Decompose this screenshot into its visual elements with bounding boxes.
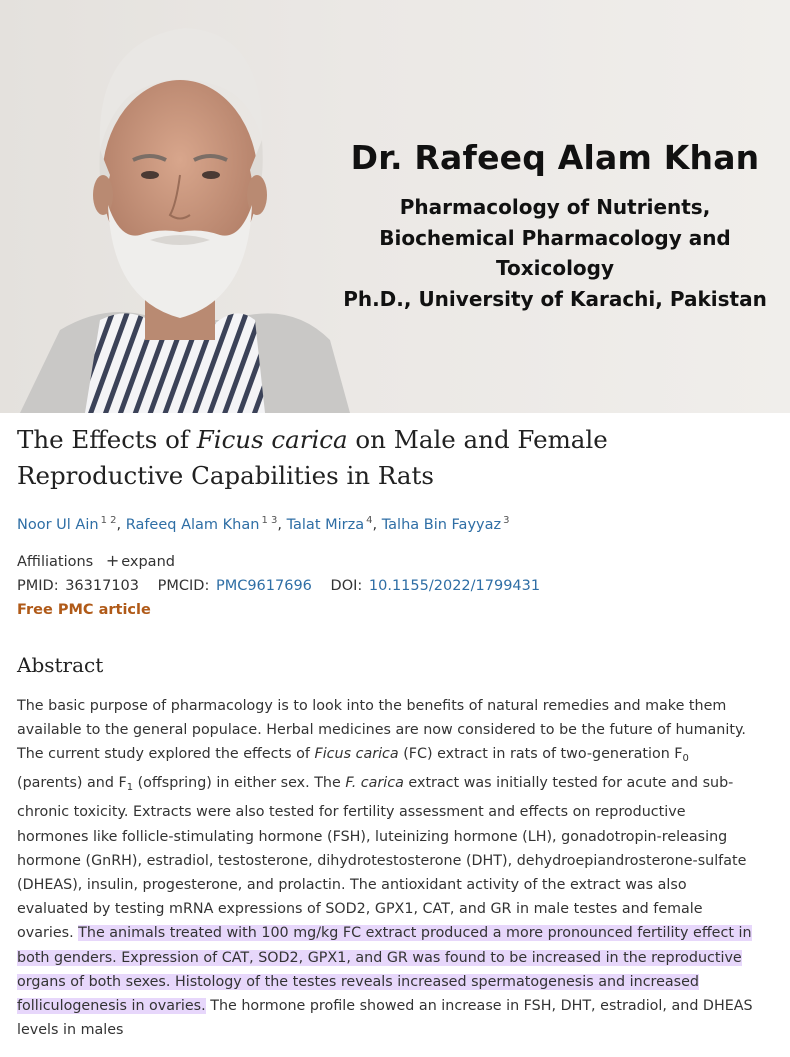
- identifiers-row: [17, 578, 777, 594]
- free-article-badge[interactable]: Free PMC article: [17, 602, 151, 618]
- affiliations-label: Affiliations: [17, 554, 94, 570]
- pmcid-label: PMCID:: [157, 578, 210, 594]
- author-link[interactable]: Talat Mirza: [286, 517, 365, 533]
- specialty-line-3: Toxicology: [495, 256, 615, 280]
- author-list: Noor Ul Ain $^{1 2}$, Rafeeq Alam Khan $^{1 3}$, Talat Mirza $^4$, Talha Bin Fayyaz $^3$: [17, 515, 510, 533]
- portrait-photo: [0, 0, 360, 413]
- author-affiliation-refs[interactable]: 1 2: [100, 515, 117, 526]
- author-affiliation-refs[interactable]: 1 3: [261, 515, 278, 526]
- profile-text: [330, 136, 780, 314]
- degree-line: Ph.D., University of Karachi, Pakistan: [343, 286, 767, 311]
- profile-name: Dr. Rafeeq Alam Khan: [350, 138, 760, 177]
- plus-icon[interactable]: +: [105, 551, 120, 570]
- doi-label: DOI:: [330, 578, 363, 594]
- author-affiliation-refs[interactable]: 4: [366, 515, 373, 526]
- highlighted-text: The animals treated with 100 mg/kg FC extract produced a more pronounced fertility effect in both genders. Expression of CAT, SOD2, GPX1, and GR was found to be increased in the reproductive organs of both sexes. Histology of the testes reveals increased spermatogenesis and increased folliculogenesis in ovaries.: [17, 925, 752, 1015]
- abstract-heading: Abstract: [17, 653, 104, 677]
- author-affiliation-refs[interactable]: 3: [503, 515, 510, 526]
- author-link[interactable]: Rafeeq Alam Khan: [125, 517, 260, 533]
- article-title: The Effects of Ficus carica on Male and Female Reproductive Capabilities in Rats: [17, 425, 608, 490]
- specialty-line-2: Biochemical Pharmacology and: [379, 225, 731, 250]
- expand-link[interactable]: expand: [121, 554, 175, 570]
- profile-banner: [0, 0, 790, 413]
- article-section: [17, 418, 777, 1057]
- author-link[interactable]: Talha Bin Fayyaz: [381, 517, 502, 533]
- pmid-value: 36317103: [65, 578, 140, 594]
- author-link[interactable]: Noor Ul Ain: [17, 517, 99, 533]
- doi-link[interactable]: 10.1155/2022/1799431: [368, 578, 541, 594]
- pmcid-link[interactable]: PMC9617696: [215, 578, 312, 594]
- specialty-line-1: Pharmacology of Nutrients,: [399, 195, 711, 219]
- abstract-text: The basic purpose of pharmacology is to look into the benefits of natural remedies and make them available to the general populace. Herbal medicines are now considered to be the future of humanity. The current study explored the effects of Ficus carica (FC) extract in rats of two-generation $F_0$ (parents) and $F_1$ (offspring) in either sex. The F. carica extract was initially tested for acute and sub-chronic toxicity. Extracts were also tested for fertility assessment and effects on reproductive hormones like follicle-stimulating hormone (FSH), luteinizing hormone (LH), gonadotropin-releasing hormone (GnRH), estradiol, testosterone, dihydrotestosterone (DHT), dehydroepiandrosterone-sulfate (DHEAS), insulin, progesterone, and prolactin. The antioxidant activity of the extract was also evaluated by testing mRNA expressions of SOD2, GPX1, CAT, and GR in male testes and female ovaries. The animals treated with 100 mg/kg FC extract produced a more pronounced fertility effect in both genders. Expression of CAT, SOD2, GPX1, and GR was found to be increased in the reproductive organs of both sexes. Histology of the testes reveals increased spermatogenesis and increased folliculogenesis in ovaries. The hormone profile showed an increase in FSH, DHT, estradiol, and DHEAS levels in males: [17, 697, 753, 1039]
- pmid-label: PMID:: [17, 578, 59, 594]
- affiliations-row: [17, 551, 777, 570]
